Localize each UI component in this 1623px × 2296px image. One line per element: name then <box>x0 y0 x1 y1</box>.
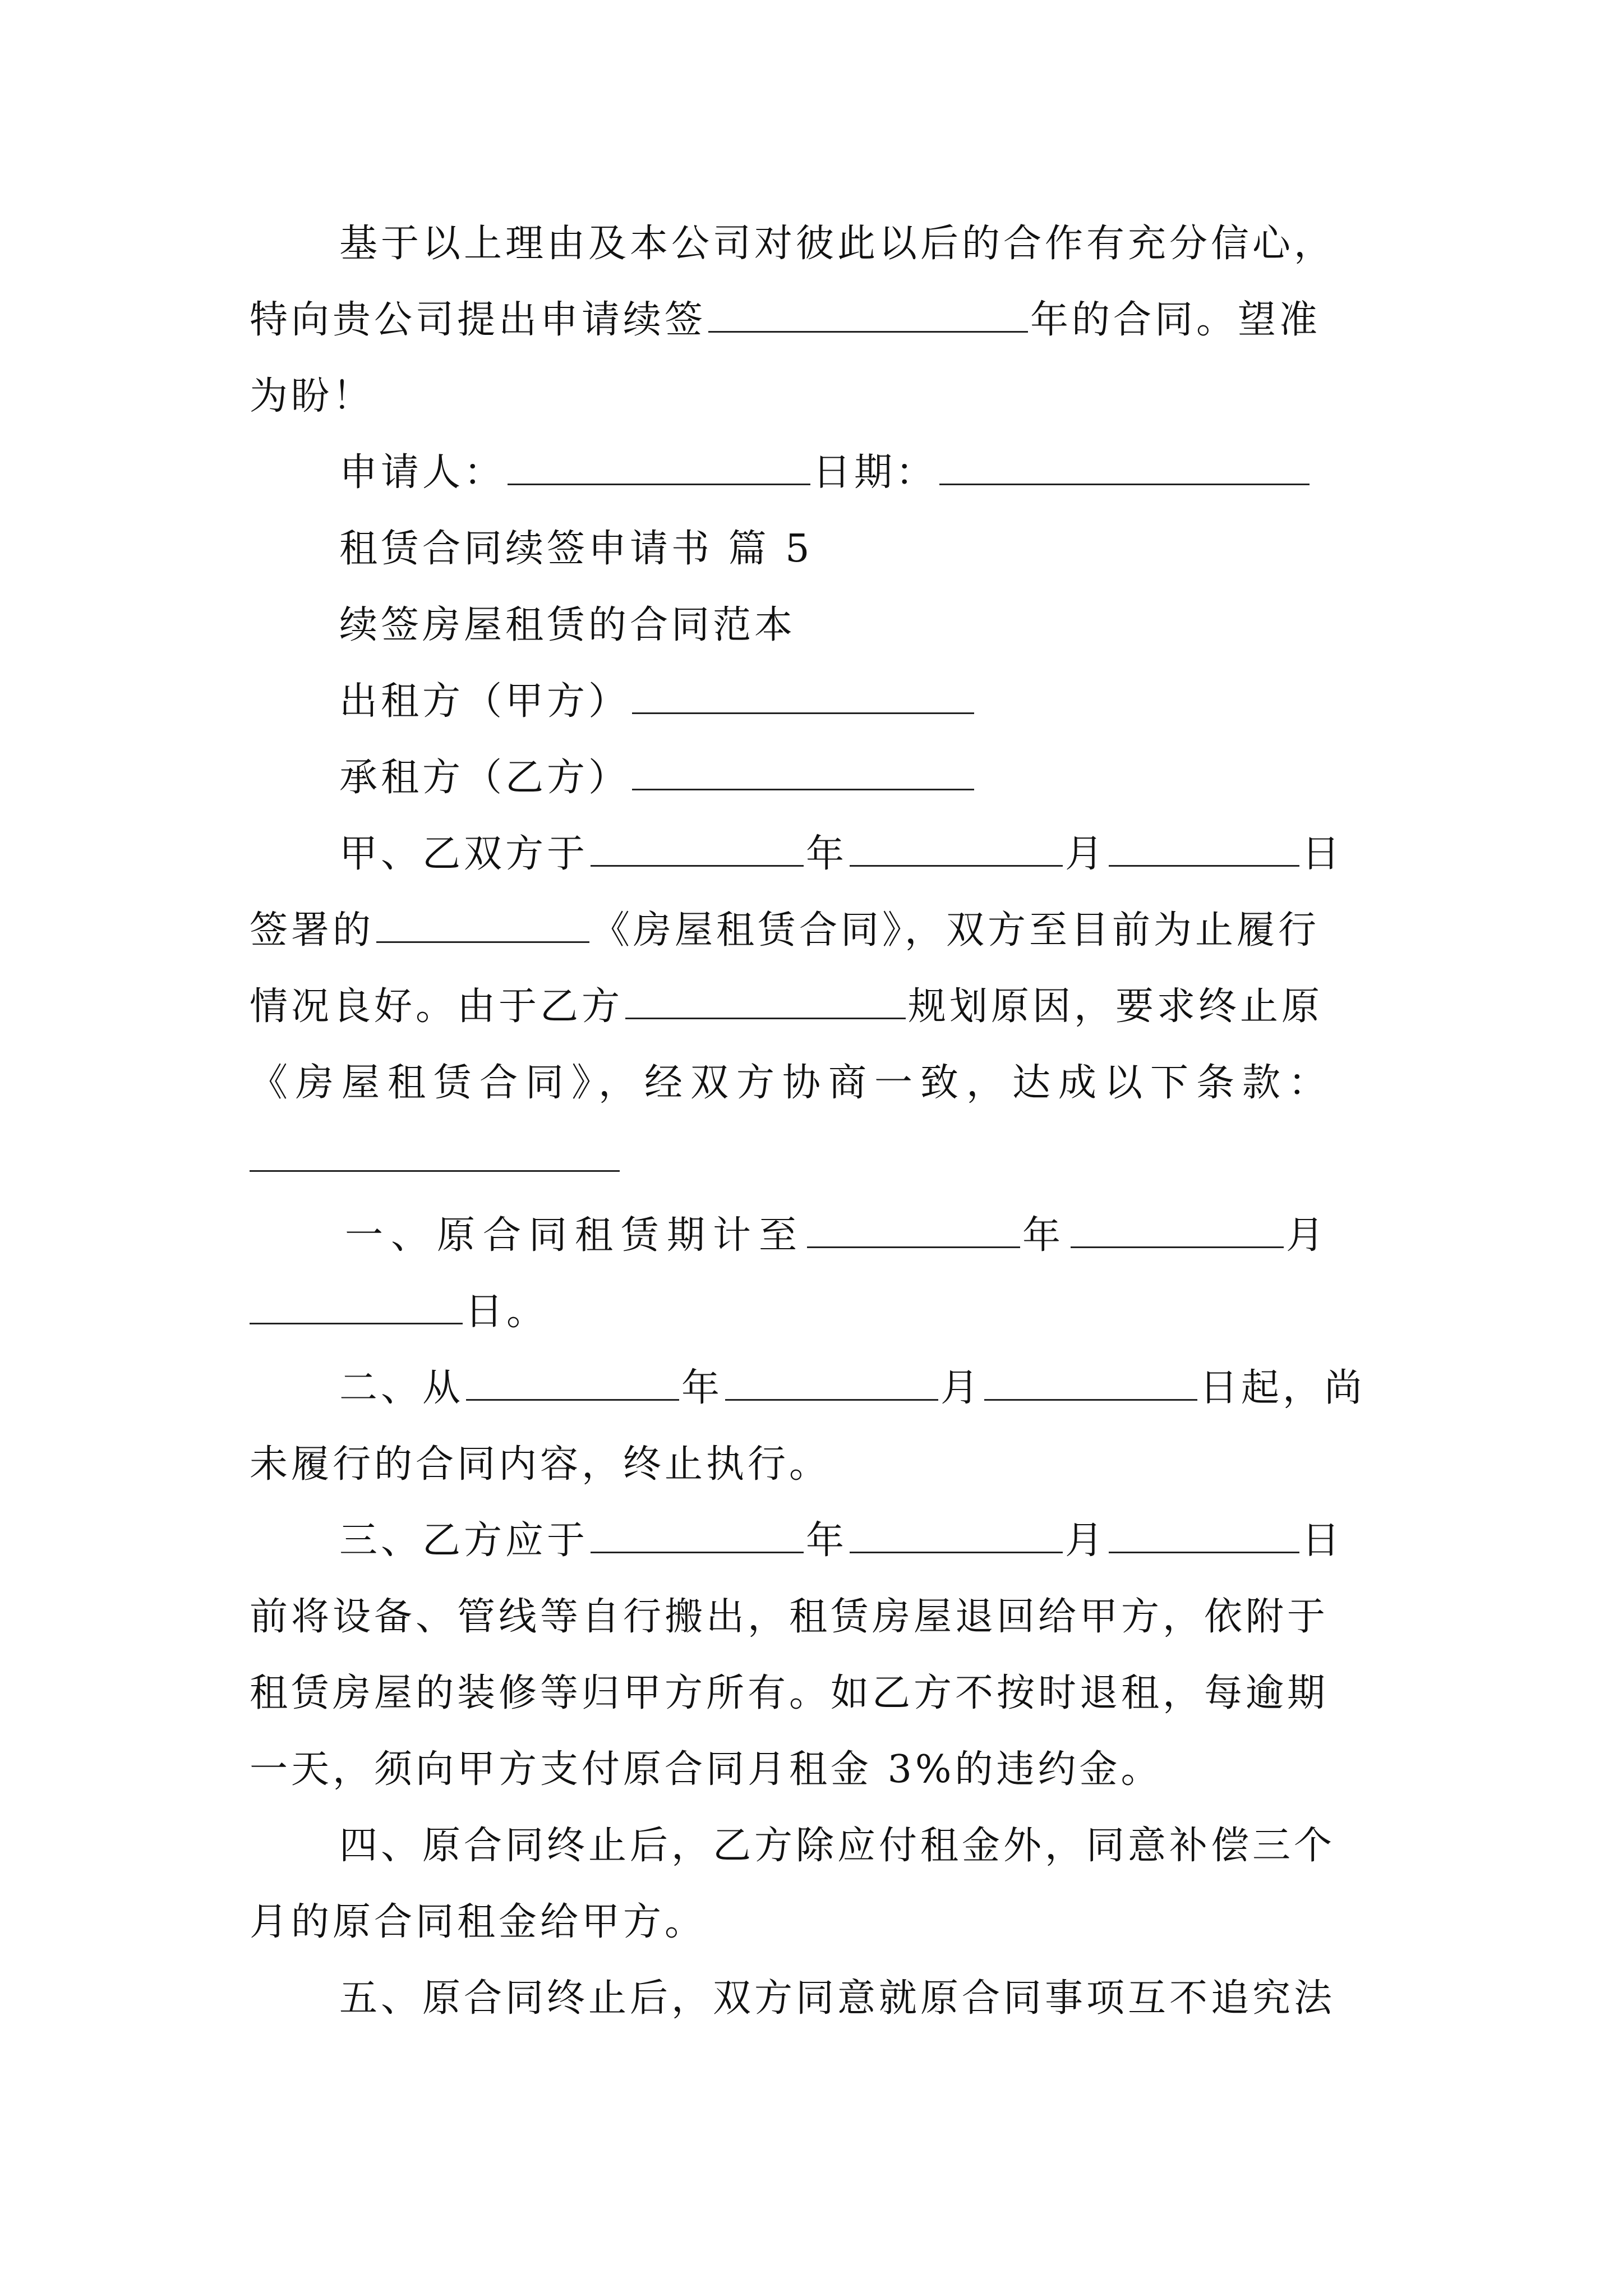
date-label: 日期： <box>813 450 938 495</box>
text: 年 <box>806 832 848 876</box>
paragraph-line <box>250 295 1321 346</box>
text: 基于以上理由及本公司对彼此以后的合作有充分信心， <box>339 222 1336 266</box>
month-blank[interactable] <box>850 1519 1063 1553</box>
year-blank[interactable] <box>591 832 804 867</box>
text: 前将设备、管线等自行搬出，租赁房屋退回给甲方，依附于 <box>250 1595 1329 1639</box>
text: 《房屋租赁合同》，双方至目前为止履行 <box>592 908 1320 953</box>
text: 规划原因，要求终止原 <box>908 984 1324 1029</box>
paragraph-line <box>250 905 1320 956</box>
text: 甲、乙双方于 <box>339 832 589 876</box>
paragraph-line <box>250 1897 706 1948</box>
lessor-blank[interactable] <box>632 680 974 714</box>
text: 二、从 <box>339 1366 464 1410</box>
paragraph-line <box>250 1745 1163 1795</box>
day-blank[interactable] <box>1109 832 1299 867</box>
text: 《房屋租赁合同》，经双方协商一致，达成以下条款： <box>250 1061 1335 1105</box>
text: 年 <box>681 1366 723 1410</box>
text: 日 <box>1302 832 1344 876</box>
text: 四、原合同终止后，乙方除应付租金外，同意补偿三个 <box>339 1824 1336 1868</box>
paragraph-line <box>339 829 1343 880</box>
text: 年的合同。望准 <box>1030 298 1321 342</box>
text: 签署的 <box>250 908 375 953</box>
text: 日。 <box>465 1290 548 1334</box>
paragraph-line <box>339 219 1335 269</box>
lessee-line <box>339 753 976 803</box>
contract-title <box>339 600 796 651</box>
applicant-label: 申请人： <box>339 450 506 495</box>
text: 租赁房屋的装修等归甲方所有。如乙方不按时退租，每逾期 <box>250 1671 1329 1715</box>
paragraph-line <box>250 1134 622 1185</box>
text: 特向贵公司提出申请续签 <box>250 298 707 342</box>
text: 一、原合同租赁期计至 <box>345 1213 805 1258</box>
paragraph-line <box>250 1439 831 1490</box>
paragraph-line <box>250 1287 548 1337</box>
paragraph-line <box>339 1973 1335 2024</box>
applicant-blank[interactable] <box>508 451 810 485</box>
blank-field[interactable] <box>250 1138 620 1172</box>
signature-line <box>339 448 1312 498</box>
paragraph-line <box>250 982 1323 1032</box>
text: 年 <box>1022 1213 1069 1258</box>
paragraph-line <box>339 1821 1335 1871</box>
month-blank[interactable] <box>1071 1214 1284 1248</box>
month-blank[interactable] <box>725 1366 938 1401</box>
blank-field[interactable] <box>625 985 906 1019</box>
paragraph-line <box>250 1592 1329 1642</box>
paragraph-line <box>339 1363 1366 1414</box>
text: 为盼！ <box>250 374 375 418</box>
paragraph-line <box>250 371 374 422</box>
year-blank[interactable] <box>466 1366 679 1401</box>
lessor-line <box>339 677 976 727</box>
text: 租赁合同续签申请书 篇 5 <box>339 527 813 571</box>
paragraph-line <box>345 1211 1332 1261</box>
blank-field[interactable] <box>376 909 589 943</box>
day-blank[interactable] <box>984 1366 1197 1401</box>
lessor-label: 出租方（甲方） <box>339 679 630 724</box>
text: 续签房屋租赁的合同范本 <box>339 603 796 647</box>
text: 月的原合同租金给甲方。 <box>250 1900 707 1944</box>
month-blank[interactable] <box>850 832 1063 867</box>
date-blank[interactable] <box>939 451 1310 485</box>
paragraph-line <box>339 1516 1343 1566</box>
day-blank[interactable] <box>1109 1519 1299 1553</box>
text: 日 <box>1302 1519 1344 1563</box>
text: 月 <box>1065 1519 1107 1563</box>
text: 五、原合同终止后，双方同意就原合同事项互不追究法 <box>339 1976 1336 2021</box>
year-blank[interactable] <box>591 1519 804 1553</box>
day-blank[interactable] <box>250 1290 463 1324</box>
text: 未履行的合同内容，终止执行。 <box>250 1442 831 1487</box>
paragraph-line <box>250 1668 1329 1719</box>
text: 一天，须向甲方支付原合同月租金 3%的违约金。 <box>250 1747 1163 1792</box>
text: 日起，尚 <box>1200 1366 1366 1410</box>
text: 月 <box>940 1366 983 1410</box>
text: 月 <box>1065 832 1107 876</box>
text: 情况良好。由于乙方 <box>250 984 624 1029</box>
year-blank[interactable] <box>807 1214 1020 1248</box>
blank-field[interactable] <box>708 298 1028 333</box>
paragraph-line <box>250 1058 1334 1108</box>
text: 三、乙方应于 <box>339 1519 589 1563</box>
lessee-label: 承租方（乙方） <box>339 756 630 800</box>
lessee-blank[interactable] <box>632 756 974 790</box>
text: 年 <box>806 1519 848 1563</box>
text: 月 <box>1286 1213 1332 1258</box>
section-title <box>339 524 813 574</box>
